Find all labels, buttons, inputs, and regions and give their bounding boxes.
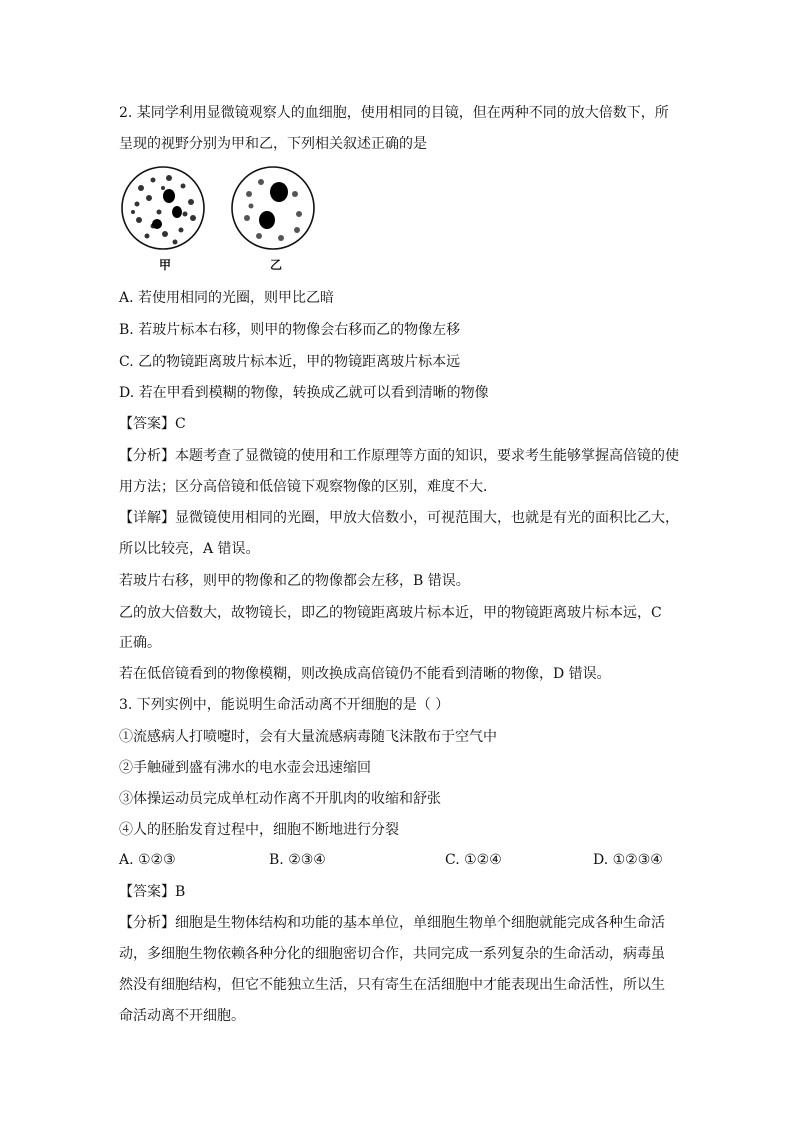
q2-option-a: A. 若使用相同的光圈，则甲比乙暗	[119, 290, 335, 306]
microscope-fields-image	[119, 164, 319, 274]
q3-option-d: D. ①②③④	[593, 852, 663, 868]
q2-detail-line4: 乙的放大倍数大，故物镜长，即乙的物镜距离玻片标本近，甲的物镜距离玻片标本远，C	[119, 605, 662, 621]
q2-stem-line1: 2. 某同学利用显微镜观察人的血细胞，使用相同的目镜，但在两种不同的放大倍数下，所	[119, 105, 669, 121]
q3-options	[119, 852, 679, 870]
q2-answer: 【答案】C	[119, 416, 186, 432]
q3-option-b: B. ②③④	[269, 852, 326, 868]
q3-analysis-line3: 然没有细胞结构，但它不能独立生活，只有寄生在活细胞中才能表现出生命活性，所以生	[119, 977, 665, 993]
q3-option-c: C. ①②④	[445, 852, 502, 868]
q3-item-2: ②手触碰到盛有沸水的电水壶会迅速缩回	[119, 760, 371, 776]
figure-label-jia: 甲	[159, 258, 172, 272]
q2-detail-line1: 【详解】显微镜使用相同的光圈，甲放大倍数小，可视范围大，也就是有光的面积比乙大，	[119, 510, 679, 526]
q3-item-1: ①流感病人打喷嚏时，会有大量流感病毒随飞沫散布于空气中	[119, 729, 497, 745]
q3-analysis-line1: 【分析】细胞是生物体结构和功能的基本单位，单细胞生物单个细胞就能完成各种生命活	[119, 915, 665, 931]
q3-analysis-line2: 动，多细胞生物依赖各种分化的细胞密切合作，共同完成一系列复杂的生命活动，病毒虽	[119, 946, 665, 962]
q2-detail-line3: 若玻片右移，则甲的物像和乙的物像都会左移，B 错误。	[119, 573, 470, 589]
q2-option-b: B. 若玻片标本右移，则甲的物像会右移而乙的物像左移	[119, 322, 461, 338]
q3-answer: 【答案】B	[119, 884, 186, 900]
q3-item-3: ③体操运动员完成单杠动作离不开肌肉的收缩和舒张	[119, 791, 441, 807]
microscope-figure	[119, 164, 319, 274]
figure-label-yi: 乙	[270, 258, 283, 272]
q3-stem: 3. 下列实例中，能说明生命活动离不开细胞的是（ ）	[119, 697, 450, 713]
q3-analysis-line4: 命活动离不开细胞。	[119, 1008, 245, 1024]
field-jia	[122, 167, 204, 249]
q2-option-c: C. 乙的物镜距离玻片标本近，甲的物镜距离玻片标本远	[119, 354, 461, 370]
q2-analysis-line1: 【分析】本题考查了显微镜的使用和工作原理等方面的知识，要求考生能够掌握高倍镜的使	[119, 448, 679, 464]
q2-stem-line2: 呈现的视野分别为甲和乙，下列相关叙述正确的是	[119, 136, 427, 152]
q3-option-a: A. ①②③	[119, 852, 176, 868]
q2-detail-line5: 正确。	[119, 635, 161, 651]
q2-detail-line6: 若在低倍镜看到的物像模糊，则改换成高倍镜仍不能看到清晰的物像，D 错误。	[119, 666, 611, 682]
q2-detail-line2: 所以比较亮，A 错误。	[119, 541, 260, 557]
q2-analysis-line2: 用方法；区分高倍镜和低倍镜下观察物像的区别，难度不大．	[119, 479, 497, 495]
q2-option-d: D. 若在甲看到模糊的物像，转换成乙就可以看到清晰的物像	[119, 385, 489, 401]
q3-item-4: ④人的胚胎发育过程中，细胞不断地进行分裂	[119, 822, 399, 838]
field-yi	[232, 167, 314, 249]
